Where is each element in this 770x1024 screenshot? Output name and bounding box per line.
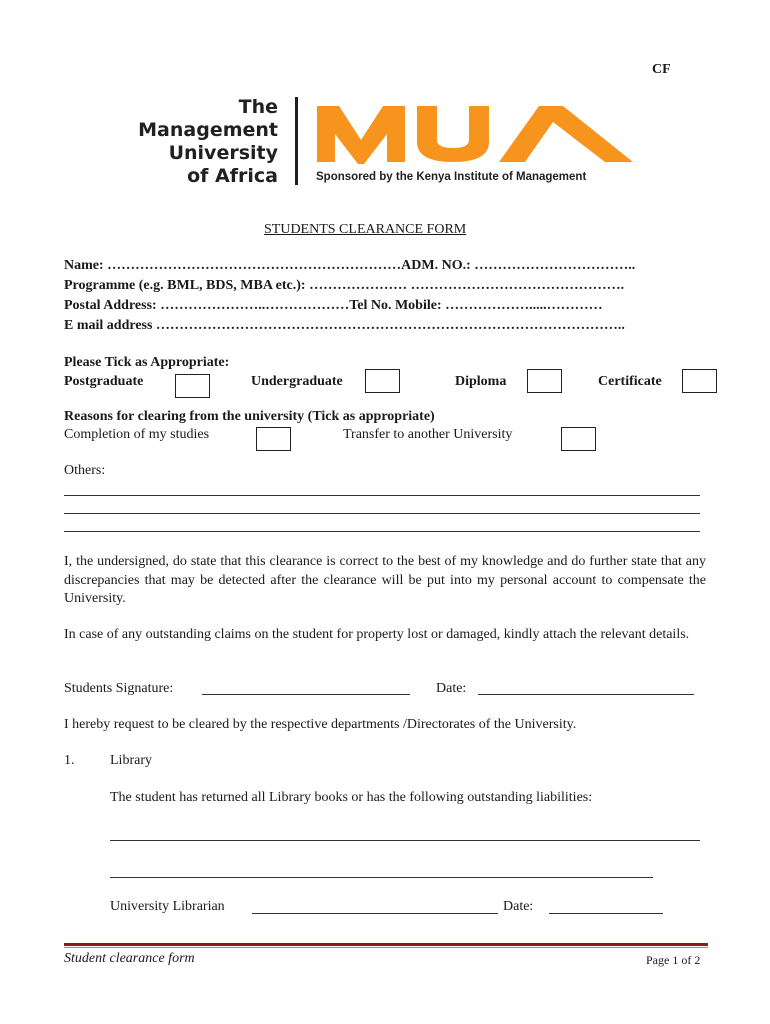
student-signature-line[interactable]: [202, 694, 410, 695]
logo-letter-a: [499, 106, 633, 162]
tick-prompt: Please Tick as Appropriate:: [64, 355, 230, 370]
signature-date-label: Date:: [436, 681, 467, 696]
transfer-checkbox[interactable]: [561, 427, 596, 451]
declaration-text: I, the undersigned, do state that this clearance is correct to the best of my knowledge and do further state that any discrepancies that may be detected after the clearance will be put into my personal account to compensate the University.: [64, 554, 706, 606]
diploma-label: Diploma: [455, 374, 507, 389]
email-field[interactable]: E mail address ………………………………………………………………………………………..: [64, 318, 625, 333]
certificate-checkbox[interactable]: [682, 369, 717, 393]
logo-letter-u: [417, 106, 489, 162]
librarian-date-label: Date:: [503, 899, 534, 914]
logo-name: [95, 96, 278, 188]
programme-field[interactable]: Programme (e.g. BML, BDS, MBA etc.): ………………… ……………………………………….: [64, 278, 625, 293]
page-number: Page 1 of 2: [646, 953, 701, 967]
postgraduate-checkbox[interactable]: [175, 374, 210, 398]
logo-line-2: Management: [138, 119, 278, 141]
certificate-label: Certificate: [598, 374, 662, 389]
liabilities-line-1[interactable]: [110, 840, 700, 841]
name-field[interactable]: Name: ………………………………………………………ADM. NO.: ……………………………..: [64, 258, 636, 273]
completion-checkbox[interactable]: [256, 427, 291, 451]
others-line-3[interactable]: [64, 531, 700, 532]
mua-logo-mark: [313, 104, 643, 164]
completion-label: Completion of my studies: [64, 427, 210, 442]
reasons-heading: Reasons for clearing from the university (Tick as appropriate): [64, 409, 435, 424]
document-code: CF: [652, 62, 671, 77]
undergraduate-label: Undergraduate: [251, 374, 343, 389]
sponsor-text: Sponsored by the Kenya Institute of Management: [316, 171, 587, 183]
logo-letter-m: [317, 106, 405, 164]
library-statement: The student has returned all Library books or has the following outstanding liabilities:: [110, 790, 593, 805]
claims-text: In case of any outstanding claims on the student for property lost or damaged, kindly attach the relevant details.: [64, 627, 690, 642]
others-line-1[interactable]: [64, 495, 700, 496]
footer-rule-thin: [64, 947, 708, 948]
request-text: I hereby request to be cleared by the respective departments /Directorates of the University.: [64, 717, 577, 732]
librarian-label: University Librarian: [110, 899, 225, 914]
section-number: 1.: [64, 753, 75, 768]
logo-line-1: The: [238, 96, 278, 118]
postal-field[interactable]: Postal Address: …………………..………………Tel No. Mobile: ……………….....…………: [64, 298, 603, 313]
university-logo: [95, 92, 695, 192]
postgraduate-label: Postgraduate: [64, 374, 144, 389]
liabilities-line-2[interactable]: [110, 877, 653, 878]
logo-line-3: University: [168, 142, 278, 164]
footer-title: Student clearance form: [64, 951, 195, 966]
footer-rule: [64, 943, 708, 946]
diploma-checkbox[interactable]: [527, 369, 562, 393]
transfer-label: Transfer to another University: [343, 427, 513, 442]
signature-date-line[interactable]: [478, 694, 694, 695]
librarian-signature-line[interactable]: [252, 913, 498, 914]
others-line-2[interactable]: [64, 513, 700, 514]
logo-line-4: of Africa: [187, 165, 278, 187]
undergraduate-checkbox[interactable]: [365, 369, 400, 393]
others-label: Others:: [64, 463, 106, 478]
logo-divider: [295, 97, 298, 185]
section-title: Library: [110, 753, 152, 768]
student-signature-label: Students Signature:: [64, 681, 174, 696]
librarian-date-line[interactable]: [549, 913, 663, 914]
form-title: STUDENTS CLEARANCE FORM: [264, 222, 467, 237]
